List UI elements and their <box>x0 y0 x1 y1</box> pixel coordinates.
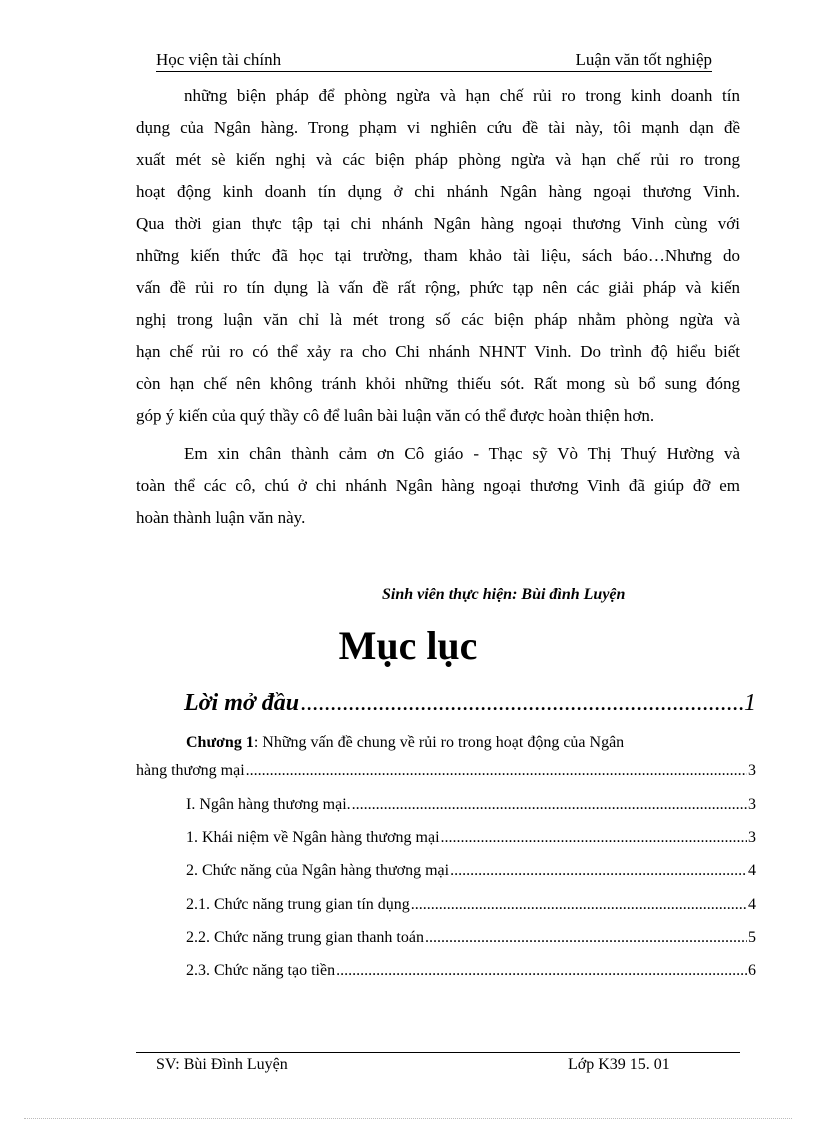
page-bottom-border <box>24 1118 792 1119</box>
toc-entry-label: 1. Khái niệm về Ngân hàng thương mại <box>186 829 440 846</box>
toc-leader-dots <box>300 690 743 717</box>
chapter-label: Chương 1 <box>186 734 254 751</box>
header-institution: Học viện tài chính <box>156 50 282 69</box>
toc-page-number: 3 <box>748 829 756 846</box>
toc-entry[interactable] <box>186 962 756 980</box>
toc-entry-label: Lời mở đầu <box>184 690 300 716</box>
toc-page-number: 4 <box>748 862 756 879</box>
text-line: nghị trong luận văn chỉ là mét trong số các biện pháp nhằm phòng ngừa và <box>136 310 740 329</box>
body-text <box>136 80 740 534</box>
toc-leader-dots <box>441 829 747 847</box>
toc-entry-label: 2.2. Chức năng trung gian thanh toán <box>186 929 424 946</box>
paragraph-2 <box>136 438 740 534</box>
toc-leader-dots <box>336 962 747 980</box>
toc-entry[interactable] <box>186 862 756 880</box>
text-line: vấn đề rủi ro tín dụng là vấn đề rất rộng, phức tạp nên các giải pháp và kiến <box>136 278 740 297</box>
footer-student: SV: Bùi Đình Luyện <box>156 1056 288 1073</box>
page-header <box>156 50 712 72</box>
footer-rule <box>136 1052 740 1053</box>
toc-entry-intro[interactable] <box>184 690 756 717</box>
toc-page-number: 5 <box>748 929 756 946</box>
toc-title: Mục lục <box>338 623 478 668</box>
text-line: xuất mét sè kiến nghị và các biện pháp phòng ngừa và hạn chế rủi ro trong <box>136 150 740 169</box>
text-line: hoạt động kinh doanh tín dụng ở chi nhánh Ngân hàng ngoại thương Vinh. <box>136 182 740 201</box>
toc-leader-dots <box>352 796 747 814</box>
toc-entry-label: hàng thương mại <box>136 762 245 779</box>
header-doc-type: Luận văn tốt nghiệp <box>575 50 712 69</box>
student-signature: Sinh viên thực hiện: Bùi đình Luyện <box>382 586 626 603</box>
text-line: dụng của Ngân hàng. Trong phạm vi nghiên cứu đề tài này, tôi mạnh dạn đề <box>136 118 740 137</box>
toc-entry[interactable] <box>186 929 756 947</box>
text-line: toàn thể các cô, chú ở chi nhánh Ngân hàng ngoại thương Vinh đã giúp đỡ em <box>136 476 740 495</box>
toc-leader-dots <box>450 862 747 880</box>
text-line: những kiến thức đã học tại trường, tham khảo tài liệu, sách báo…Nhưng do <box>136 246 740 265</box>
toc-entry[interactable] <box>186 796 756 814</box>
toc-chapter-1-heading[interactable] <box>186 734 738 752</box>
text-line: hạn chế rủi ro có thể xảy ra cho Chi nhánh NHNT Vinh. Do trình độ hiểu biết <box>136 342 740 361</box>
toc-entry-label: 2.1. Chức năng trung gian tín dụng <box>186 896 410 913</box>
text-line: Em xin chân thành cảm ơn Cô giáo - Thạc sỹ Vò Thị Thuý Hường và <box>184 444 740 463</box>
text-line: hoàn thành luận văn này. <box>136 508 306 527</box>
toc-page-number: 3 <box>748 762 756 779</box>
text-line: góp ý kiến của quý thầy cô để luân bài luận văn có thể được hoàn thiện hơn. <box>136 406 655 425</box>
toc-entry-label: 2. Chức năng của Ngân hàng thương mại <box>186 862 450 879</box>
header-rule <box>156 71 712 72</box>
chapter-title-part: : Những vấn đề chung về rủi ro trong hoạt động của Ngân <box>253 734 625 751</box>
text-line: còn hạn chế nên không tránh khỏi những thiếu sót. Rất mong sù bổ sung đóng <box>136 374 740 393</box>
toc-page-number: 1 <box>744 690 756 716</box>
toc-leader-dots <box>425 929 747 947</box>
toc-entry-chapter-1[interactable] <box>136 762 756 780</box>
toc-entry[interactable] <box>186 896 756 914</box>
text-line: những biện pháp để phòng ngừa và hạn chế rủi ro trong kinh doanh tín <box>184 86 740 105</box>
toc-entry-label: 2.3. Chức năng tạo tiền <box>186 962 336 979</box>
toc-page-number: 3 <box>748 796 756 813</box>
toc-entry[interactable] <box>186 829 756 847</box>
toc-leader-dots <box>411 896 747 914</box>
paragraph-1 <box>136 80 740 432</box>
toc-page-number: 6 <box>748 962 756 979</box>
toc-page-number: 4 <box>748 896 756 913</box>
footer-class: Lớp K39 15. 01 <box>568 1056 670 1073</box>
text-line: Qua thời gian thực tập tại chi nhánh Ngân hàng ngoại thương Vinh cùng với <box>136 214 740 233</box>
toc-leader-dots <box>246 762 747 780</box>
toc-entry-label: I. Ngân hàng thương mại. <box>186 796 351 813</box>
